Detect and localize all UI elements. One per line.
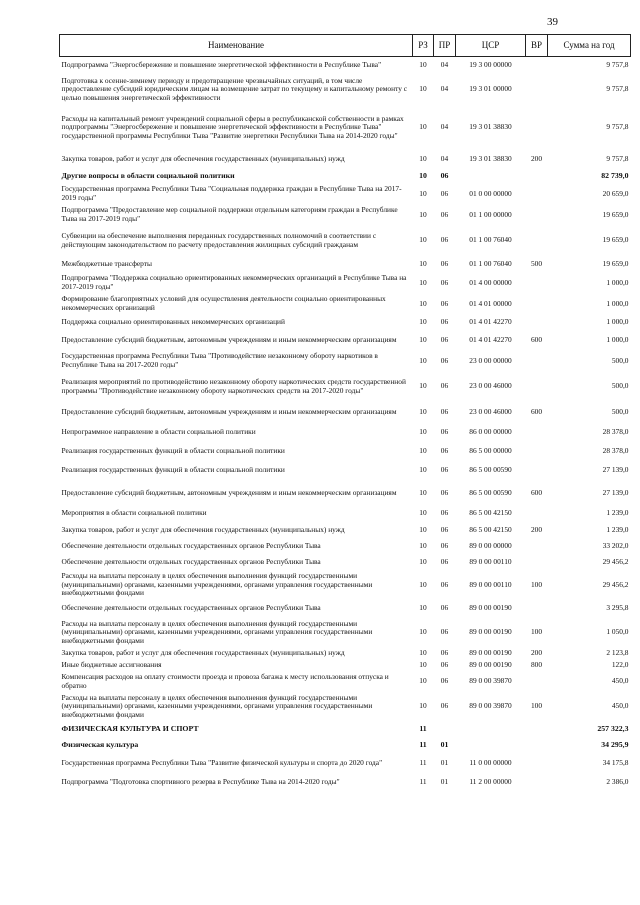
table-row xyxy=(60,571,631,600)
cell-sum: 1 050,0 xyxy=(606,627,629,637)
cell-pr: 06 xyxy=(440,648,449,658)
cell-rz: 10 xyxy=(419,446,427,456)
cell-rz: 10 xyxy=(419,406,427,416)
table-row xyxy=(60,294,631,315)
cell-pr: 06 xyxy=(440,465,449,475)
cell-vr xyxy=(526,672,548,692)
cell-vr xyxy=(526,169,548,184)
cell-rz: 10 xyxy=(419,170,427,180)
table-row xyxy=(60,738,631,753)
cell-pr: 06 xyxy=(440,406,449,416)
cell-pr: 06 xyxy=(440,277,449,287)
cell-rz: 10 xyxy=(419,298,427,308)
cell-name: Государственная программа Республики Тыва "Противодействие незаконному обороту наркотиков в Республике Тыва на 2017-2020 годы" xyxy=(61,351,378,369)
table-row xyxy=(60,753,631,774)
cell-name: Непрограммное направление в области социальной политики xyxy=(61,427,256,437)
cell-sum: 500,0 xyxy=(611,355,629,365)
cell-sum: 9 757,8 xyxy=(606,122,629,132)
cell-name: Субвенции на обеспечение выполнения переданных государственных полномочий в соответствии с действующим законодательством по расчету предоставления жилищных субсидий гражданам xyxy=(61,230,377,249)
cell-pr: 04 xyxy=(440,84,449,94)
cell-pr: 06 xyxy=(440,701,449,711)
table-row xyxy=(60,648,631,660)
cell-csr: 86 5 00 42150 xyxy=(469,524,512,534)
cell-pr: 06 xyxy=(440,660,449,670)
table-row xyxy=(60,722,631,738)
cell-sum: 122,0 xyxy=(611,660,629,670)
cell-pr: 06 xyxy=(440,676,449,686)
cell-name: Реализация государственных функций в области социальной политики xyxy=(61,465,285,475)
cell-name: Закупка товаров, работ и услуг для обеспечения государственных (муниципальных) нужд xyxy=(61,648,345,658)
cell-csr: 86 5 00 00590 xyxy=(469,487,512,497)
cell-rz: 10 xyxy=(419,524,427,534)
cell-sum: 1 000,0 xyxy=(606,334,629,344)
table-row xyxy=(60,774,631,792)
table-row xyxy=(60,372,631,402)
table-row xyxy=(60,618,631,648)
cell-vr: 200 xyxy=(530,524,543,534)
cell-pr: 06 xyxy=(440,316,449,326)
cell-name: Подпрограмма "Поддержка социально ориентированных некоммерческих организаций в Республике Тыва на 2017-2019 годы" xyxy=(61,273,407,291)
cell-vr xyxy=(526,555,548,571)
cell-rz: 10 xyxy=(419,676,427,686)
cell-name: Подпрограмма "Подготовка спортивного резерва в Республике Тыва на 2014-2020 годы" xyxy=(61,777,340,787)
table-row xyxy=(60,461,631,481)
cell-sum: 3 295,8 xyxy=(606,603,629,613)
cell-name: Государственная программа Республики Тыва "Социальная поддержка граждан в Республике Тыва на 2017-2019 годы" xyxy=(61,184,402,202)
cell-pr: 01 xyxy=(440,757,449,767)
header-sum: Сумма на год xyxy=(548,35,631,57)
cell-pr: 06 xyxy=(440,334,449,344)
cell-sum: 19 659,0 xyxy=(602,235,629,245)
cell-pr: 06 xyxy=(440,557,449,567)
cell-vr: 600 xyxy=(530,406,543,416)
cell-sum: 20 659,0 xyxy=(602,188,629,198)
cell-csr xyxy=(456,722,526,738)
cell-rz: 10 xyxy=(419,235,427,245)
cell-csr: 23 0 00 00000 xyxy=(469,355,512,365)
cell-name: Формирование благоприятных условий для осуществления деятельности социально ориентированных некоммерческих организаций xyxy=(61,294,386,312)
cell-csr: 23 0 00 46000 xyxy=(469,406,512,416)
cell-vr xyxy=(526,506,548,522)
cell-csr: 01 1 00 76040 xyxy=(469,235,512,245)
cell-rz: 10 xyxy=(419,701,427,711)
cell-name: Реализация мероприятий по противодействию незаконному обороту наркотических средств государственной программы "Противодействие незаконному обороту наркотических средств на 2017-2020 годы" xyxy=(61,376,406,395)
cell-pr: 06 xyxy=(440,627,449,637)
cell-csr: 86 5 00 42150 xyxy=(469,508,512,518)
cell-sum: 257 322,3 xyxy=(597,724,629,734)
cell-vr: 100 xyxy=(530,701,543,711)
cell-pr: 06 xyxy=(440,381,449,391)
cell-name: Мероприятия в области социальной политики xyxy=(61,508,207,518)
cell-rz: 10 xyxy=(419,627,427,637)
cell-vr xyxy=(526,774,548,792)
cell-rz: 10 xyxy=(419,258,427,268)
cell-pr: 06 xyxy=(440,298,449,308)
cell-vr xyxy=(526,722,548,738)
cell-rz: 10 xyxy=(419,154,427,164)
cell-sum: 500,0 xyxy=(611,406,629,416)
cell-rz: 10 xyxy=(419,660,427,670)
table-row xyxy=(60,351,631,372)
table-row xyxy=(60,555,631,571)
cell-csr: 11 0 00 00000 xyxy=(469,757,512,767)
cell-sum: 450,0 xyxy=(611,701,629,711)
table-row xyxy=(60,205,631,226)
cell-rz: 10 xyxy=(419,188,427,198)
cell-sum: 33 202,0 xyxy=(602,541,629,551)
header-name: Наименование xyxy=(60,35,413,57)
budget-table xyxy=(59,34,631,792)
cell-rz: 10 xyxy=(419,277,427,287)
cell-vr xyxy=(526,205,548,226)
cell-csr: 89 0 00 00190 xyxy=(469,648,512,658)
cell-rz: 10 xyxy=(419,487,427,497)
cell-sum: 9 757,8 xyxy=(606,84,629,94)
table-row xyxy=(60,600,631,618)
table-row xyxy=(60,443,631,461)
cell-name: Межбюджетные трансферты xyxy=(61,258,152,268)
cell-name: Закупка товаров, работ и услуг для обеспечения государственных (муниципальных) нужд xyxy=(61,154,345,164)
cell-vr xyxy=(526,423,548,443)
cell-vr xyxy=(526,226,548,256)
cell-rz: 10 xyxy=(419,334,427,344)
table-row xyxy=(60,315,631,330)
table-row xyxy=(60,184,631,205)
cell-sum: 450,0 xyxy=(611,676,629,686)
cell-rz: 10 xyxy=(419,60,427,70)
header-vr: ВР xyxy=(526,35,548,57)
cell-csr: 86 5 00 00000 xyxy=(469,446,512,456)
cell-pr: 04 xyxy=(440,122,449,132)
table-row xyxy=(60,660,631,672)
table-row xyxy=(60,75,631,105)
cell-csr: 01 1 00 76040 xyxy=(469,258,512,268)
cell-name: Обеспечение деятельности отдельных государственных органов Республики Тыва xyxy=(61,557,321,567)
table-row xyxy=(60,330,631,351)
cell-pr: 04 xyxy=(440,60,449,70)
cell-vr xyxy=(526,461,548,481)
cell-rz: 10 xyxy=(419,557,427,567)
cell-name: Другие вопросы в области социальной политики xyxy=(61,170,235,180)
cell-sum: 19 659,0 xyxy=(602,209,629,219)
table-row xyxy=(60,402,631,423)
cell-name: Предоставление субсидий бюджетным, автономным учреждениям и иным некоммерческим организациям xyxy=(61,406,397,416)
cell-csr: 01 4 01 42270 xyxy=(469,316,512,326)
cell-name: Расходы на капитальный ремонт учреждений социальной сферы в республиканской собственности в рамках подпрограммы "Энергосбережение и повышение энергетической эффективности в Республике Тыва" государственной программы Республики Тыва "Развитие энергетики Республики Тыва на 2014-2020 годы" xyxy=(61,113,404,140)
table-row xyxy=(60,481,631,506)
cell-name: Подпрограмма "Предоставление мер социальной поддержки отдельным категориям граждан в Республике Тыва на 2017-2019 годы" xyxy=(61,205,398,223)
table-row xyxy=(60,506,631,522)
cell-csr: 19 3 00 00000 xyxy=(469,60,512,70)
cell-pr: 06 xyxy=(440,541,449,551)
cell-name: Расходы на выплаты персоналу в целях обеспечения выполнения функций государственными (муниципальными) органами, казенными учреждениями, органами управления государственными внебюджетными фондами xyxy=(61,618,373,645)
cell-pr: 01 xyxy=(440,739,449,749)
cell-pr: 06 xyxy=(440,427,449,437)
table-row xyxy=(60,273,631,294)
cell-rz: 10 xyxy=(419,122,427,132)
cell-pr: 06 xyxy=(440,188,449,198)
cell-name: Иные бюджетные ассигнования xyxy=(61,660,162,670)
cell-sum: 500,0 xyxy=(611,381,629,391)
cell-rz: 10 xyxy=(419,603,427,613)
cell-csr: 01 1 00 00000 xyxy=(469,209,512,219)
cell-rz: 10 xyxy=(419,316,427,326)
cell-sum: 27 139,0 xyxy=(602,465,629,475)
cell-vr: 200 xyxy=(530,648,543,658)
cell-rz: 11 xyxy=(419,724,427,734)
cell-pr: 06 xyxy=(440,355,449,365)
table-row xyxy=(60,539,631,555)
table-row xyxy=(60,423,631,443)
cell-name: Реализация государственных функций в области социальной политики xyxy=(61,446,285,456)
cell-name: ФИЗИЧЕСКАЯ КУЛЬТУРА И СПОРТ xyxy=(61,724,199,734)
cell-sum: 1 000,0 xyxy=(606,298,629,308)
cell-rz: 10 xyxy=(419,579,427,589)
cell-sum: 19 659,0 xyxy=(602,258,629,268)
cell-vr xyxy=(526,738,548,753)
cell-sum: 34 295,9 xyxy=(601,739,629,749)
cell-rz: 10 xyxy=(419,427,427,437)
cell-rz: 10 xyxy=(419,541,427,551)
cell-vr: 500 xyxy=(530,258,543,268)
cell-vr: 600 xyxy=(530,334,543,344)
cell-csr: 19 3 01 38830 xyxy=(469,122,512,132)
cell-vr: 800 xyxy=(530,660,543,670)
cell-vr: 200 xyxy=(530,154,543,164)
cell-name: Подготовка к осенне-зимнему периоду и предотвращение чрезвычайных ситуаций, в том числе предоставление субсидий юридическим лицам на возмещение затрат по текущему и капитальному ремонту с целью повышения энергетической эффективности xyxy=(61,75,408,102)
cell-sum: 28 378,0 xyxy=(602,427,629,437)
cell-csr: 19 3 01 00000 xyxy=(469,84,512,94)
cell-vr xyxy=(526,753,548,774)
cell-csr: 89 0 00 00110 xyxy=(469,557,512,567)
cell-name: Компенсация расходов на оплату стоимости проезда и провоза багажа к месту использования отпуска и обратно xyxy=(61,671,389,690)
table-row xyxy=(60,57,631,75)
cell-vr xyxy=(526,351,548,372)
cell-csr: 89 0 00 39870 xyxy=(469,676,512,686)
cell-vr xyxy=(526,539,548,555)
cell-csr xyxy=(456,169,526,184)
cell-vr xyxy=(526,273,548,294)
cell-rz: 10 xyxy=(419,381,427,391)
cell-csr: 11 2 00 00000 xyxy=(469,777,512,787)
table-row xyxy=(60,151,631,169)
cell-name: Обеспечение деятельности отдельных государственных органов Республики Тыва xyxy=(61,541,321,551)
cell-vr xyxy=(526,294,548,315)
cell-csr: 89 0 00 00110 xyxy=(469,579,512,589)
cell-csr: 01 4 01 00000 xyxy=(469,298,512,308)
header-pr: ПР xyxy=(434,35,456,57)
cell-name: Государственная программа Республики Тыва "Развитие физической культуры и спорта до 2020 года" xyxy=(61,757,383,767)
table-row xyxy=(60,672,631,692)
cell-sum: 34 175,8 xyxy=(602,757,629,767)
cell-csr: 89 0 00 39870 xyxy=(469,701,512,711)
cell-rz: 10 xyxy=(419,508,427,518)
cell-pr: 06 xyxy=(440,170,449,180)
cell-pr: 04 xyxy=(440,154,449,164)
cell-pr: 06 xyxy=(440,258,449,268)
cell-csr: 01 4 01 42270 xyxy=(469,334,512,344)
cell-name: Поддержка социально ориентированных некоммерческих организаций xyxy=(61,316,285,326)
cell-pr: 06 xyxy=(440,508,449,518)
cell-sum: 1 239,0 xyxy=(606,508,629,518)
table-row xyxy=(60,105,631,151)
table-body xyxy=(60,57,631,792)
cell-rz: 11 xyxy=(419,757,427,767)
header-rz: РЗ xyxy=(413,35,434,57)
cell-vr xyxy=(526,57,548,75)
cell-vr: 100 xyxy=(530,579,543,589)
table-header xyxy=(60,35,631,57)
table-row xyxy=(60,169,631,184)
cell-sum: 2 123,8 xyxy=(606,648,629,658)
cell-vr xyxy=(526,443,548,461)
cell-csr: 23 0 00 46000 xyxy=(469,381,512,391)
cell-vr xyxy=(526,315,548,330)
cell-name: Физическая культура xyxy=(61,739,139,749)
cell-csr: 89 0 00 00190 xyxy=(469,603,512,613)
cell-csr: 01 4 00 00000 xyxy=(469,277,512,287)
cell-sum: 2 386,0 xyxy=(606,777,629,787)
cell-sum: 29 456,2 xyxy=(602,579,629,589)
cell-vr: 100 xyxy=(530,627,543,637)
table-row xyxy=(60,522,631,539)
cell-sum: 29 456,2 xyxy=(602,557,629,567)
cell-vr xyxy=(526,105,548,151)
table-row xyxy=(60,256,631,273)
cell-rz: 10 xyxy=(419,465,427,475)
cell-csr: 89 0 00 00190 xyxy=(469,627,512,637)
cell-sum: 1 239,0 xyxy=(606,524,629,534)
cell-name: Расходы на выплаты персоналу в целях обеспечения выполнения функций государственными (муниципальными) органами, казенными учреждениями, органами управления государственными внебюджетными фондами xyxy=(61,571,373,598)
header-csr: ЦСР xyxy=(456,35,526,57)
cell-rz: 10 xyxy=(419,648,427,658)
cell-rz: 11 xyxy=(419,739,427,749)
cell-sum: 9 757,8 xyxy=(606,60,629,70)
cell-pr: 06 xyxy=(440,579,449,589)
cell-pr xyxy=(434,722,456,738)
cell-vr xyxy=(526,372,548,402)
cell-csr xyxy=(456,738,526,753)
cell-csr: 89 0 00 00190 xyxy=(469,660,512,670)
table-row xyxy=(60,226,631,256)
cell-vr xyxy=(526,600,548,618)
cell-vr: 600 xyxy=(530,487,543,497)
cell-csr: 86 0 00 00000 xyxy=(469,427,512,437)
table-row xyxy=(60,692,631,722)
cell-pr: 06 xyxy=(440,487,449,497)
cell-name: Расходы на выплаты персоналу в целях обеспечения выполнения функций государственными (муниципальными) органами, казенными учреждениями, органами управления государственными внебюджетными фондами xyxy=(61,692,373,719)
cell-pr: 01 xyxy=(440,777,449,787)
cell-csr: 89 0 00 00000 xyxy=(469,541,512,551)
cell-sum: 9 757,8 xyxy=(606,154,629,164)
cell-rz: 10 xyxy=(419,84,427,94)
cell-sum: 1 000,0 xyxy=(606,277,629,287)
cell-rz: 11 xyxy=(419,777,427,787)
cell-pr: 06 xyxy=(440,524,449,534)
cell-pr: 06 xyxy=(440,209,449,219)
cell-sum: 27 139,0 xyxy=(602,487,629,497)
cell-pr: 06 xyxy=(440,446,449,456)
cell-name: Закупка товаров, работ и услуг для обеспечения государственных (муниципальных) нужд xyxy=(61,524,345,534)
cell-rz: 10 xyxy=(419,355,427,365)
cell-csr: 86 5 00 00590 xyxy=(469,465,512,475)
cell-vr xyxy=(526,75,548,105)
cell-name: Подпрограмма "Энергосбережение и повышение энергетической эффективности в Республике Тыва" xyxy=(61,60,382,70)
cell-sum: 28 378,0 xyxy=(602,446,629,456)
cell-sum: 82 739,0 xyxy=(601,170,629,180)
page-number: 39 xyxy=(547,16,558,28)
cell-sum: 1 000,0 xyxy=(606,316,629,326)
cell-csr: 01 0 00 00000 xyxy=(469,188,512,198)
cell-csr: 19 3 01 38830 xyxy=(469,154,512,164)
cell-name: Обеспечение деятельности отдельных государственных органов Республики Тыва xyxy=(61,603,321,613)
cell-vr xyxy=(526,184,548,205)
cell-name: Предоставление субсидий бюджетным, автономным учреждениям и иным некоммерческим организациям xyxy=(61,487,397,497)
cell-rz: 10 xyxy=(419,209,427,219)
cell-pr: 06 xyxy=(440,235,449,245)
cell-name: Предоставление субсидий бюджетным, автономным учреждениям и иным некоммерческим организациям xyxy=(61,334,397,344)
cell-pr: 06 xyxy=(440,603,449,613)
